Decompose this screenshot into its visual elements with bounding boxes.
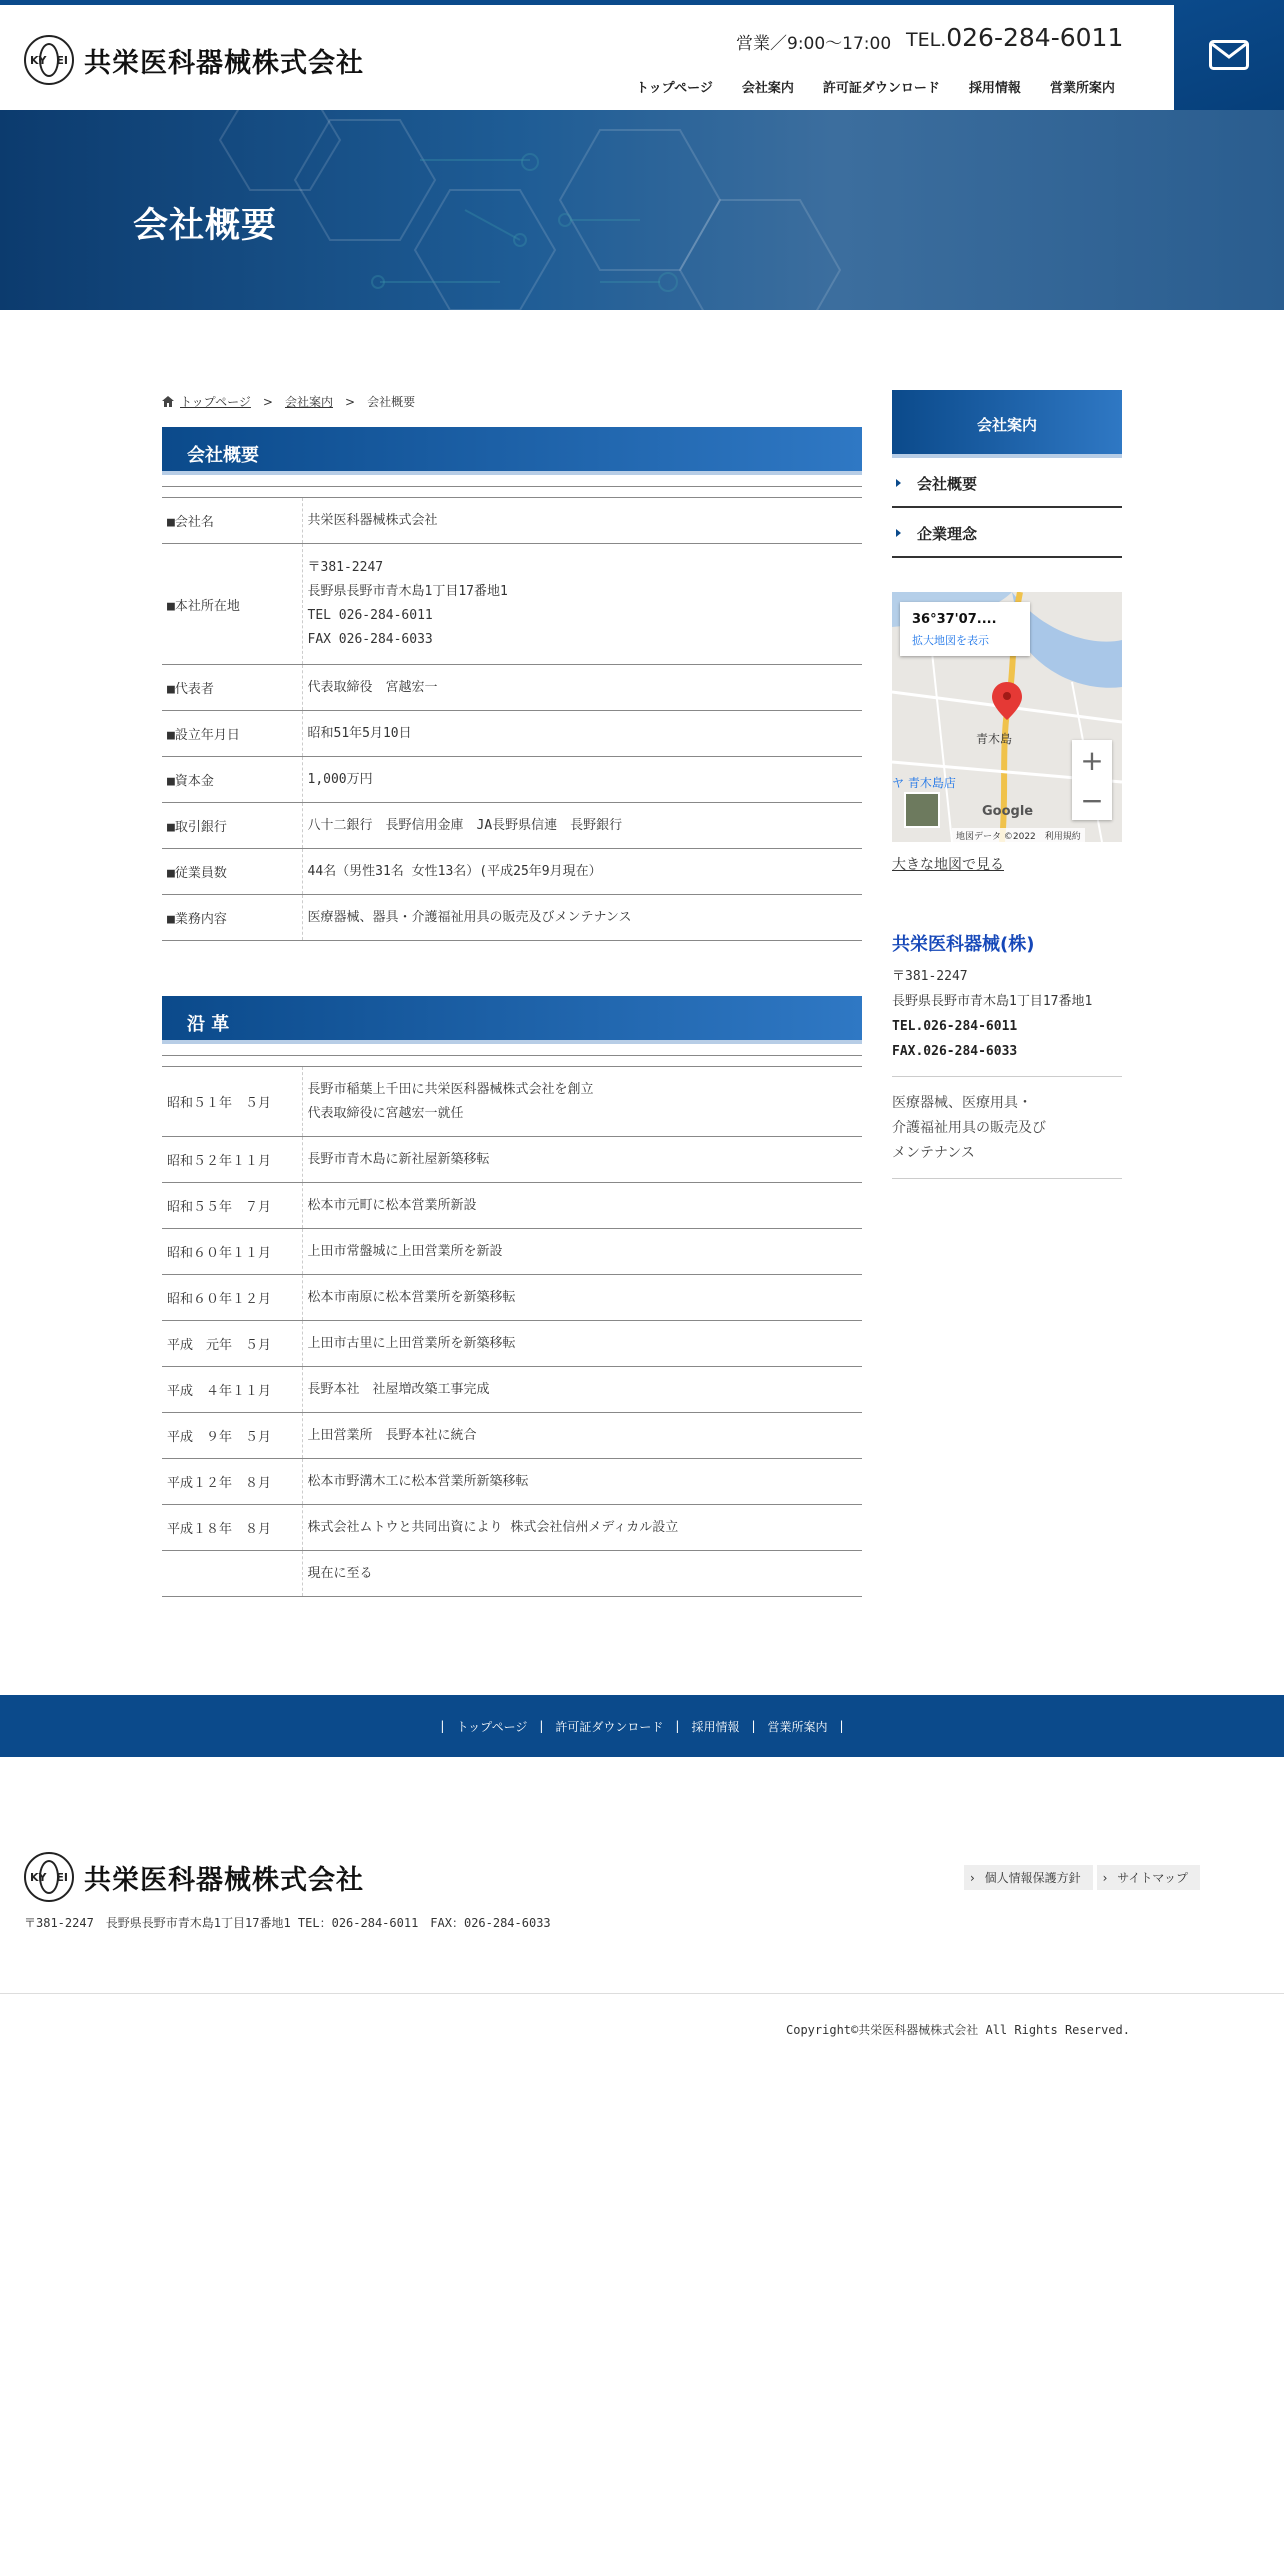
copyright: Copyright©共栄医科器械株式会社 All Rights Reserved. (786, 2023, 1130, 2037)
google-map[interactable] (892, 592, 1122, 842)
zoom-out-button[interactable]: − (1080, 783, 1104, 817)
history-row (162, 1321, 862, 1367)
overview-row (162, 757, 862, 803)
page-hero (0, 110, 1284, 310)
sidebar-tel[interactable]: TEL.026-284-6011 (892, 1019, 1018, 1034)
breadcrumb-home[interactable]: トップページ (180, 395, 251, 409)
global-nav (636, 77, 1115, 96)
breadcrumb-current: 会社概要 (367, 395, 416, 409)
overview-label: ■従業員数 (162, 849, 302, 895)
history-row (162, 1551, 862, 1597)
logo-mark-icon: KY EI (24, 1852, 74, 1902)
page-title: 会社概要 (133, 206, 278, 246)
sidebar-heading: 会社案内 (892, 390, 1122, 458)
history-label: 平成 ４年１１月 (162, 1367, 302, 1413)
sidebar-business-desc: 医療器械、医療用具・ 介護福祉用具の販売及び メンテナンス (892, 1095, 1046, 1161)
history-row (162, 1275, 862, 1321)
sidebar-item-overview[interactable]: 会社概要 (892, 460, 1122, 508)
nav-license-download[interactable]: 許可証ダウンロード (822, 81, 940, 96)
breadcrumb: トップページ > 会社案内 > 会社概要 (162, 393, 415, 410)
sitemap-link[interactable]: › サイトマップ (1097, 1865, 1200, 1890)
nav-recruit[interactable]: 採用情報 (968, 81, 1021, 96)
nav-company[interactable]: 会社案内 (741, 81, 794, 96)
overview-label: ■代表者 (162, 665, 302, 711)
overview-label: ■資本金 (162, 757, 302, 803)
map-attribution[interactable]: 地図データ ©2022 利用規約 (952, 828, 1085, 842)
arrow-right-icon (896, 529, 901, 537)
overview-row (162, 498, 862, 544)
history-label: 昭和５２年１１月 (162, 1137, 302, 1183)
footer-nav-top[interactable]: トップページ (456, 1719, 528, 1734)
overview-value: 共栄医科器械株式会社 (302, 498, 862, 544)
overview-row (162, 895, 862, 941)
overview-value: 44名（男性31名 女性13名）(平成25年9月現在） (302, 849, 862, 895)
history-value: 株式会社ムトウと共同出資により 株式会社信州メディカル設立 (302, 1505, 862, 1551)
overview-value: 代表取締役 宮越宏一 (302, 665, 862, 711)
overview-row (162, 803, 862, 849)
history-label: 平成１２年 ８月 (162, 1459, 302, 1505)
map-info-box: 36°37'07.... 拡大地図を表示 (900, 602, 1030, 656)
overview-value: 1,000万円 (302, 757, 862, 803)
divider (892, 1076, 1122, 1077)
sidebar-company-name: 共栄医科器械(株) (892, 934, 1035, 955)
history-table (162, 1055, 862, 1597)
footer-nav-license[interactable]: 許可証ダウンロード (555, 1719, 664, 1734)
nav-offices[interactable]: 営業所案内 (1049, 81, 1115, 96)
history-value: 長野本社 社屋増改築工事完成 (302, 1367, 862, 1413)
history-value: 長野市稲葉上千田に共栄医科器械株式会社を創立 代表取締役に宮越宏一就任 (302, 1067, 862, 1137)
overview-value: 昭和51年5月10日 (302, 711, 862, 757)
history-label: 平成 元年 ５月 (162, 1321, 302, 1367)
overview-value: 〒381-2247 長野県長野市青木島1丁目17番地1 TEL 026-284-6011 FAX 026-284-6033 (302, 544, 862, 665)
footer-address: 〒381-2247 長野県長野市青木島1丁目17番地1 TEL：026-284-6011 FAX：026-284-6033 (24, 1916, 551, 1930)
history-row (162, 1413, 862, 1459)
history-row (162, 1459, 862, 1505)
overview-value: 医療器械、器具・介護福祉用具の販売及びメンテナンス (302, 895, 862, 941)
history-value: 上田市古里に上田営業所を新築移転 (302, 1321, 862, 1367)
history-heading: 沿 革 (162, 996, 862, 1044)
site-header (0, 5, 1284, 110)
history-value: 松本市元町に松本営業所新設 (302, 1183, 862, 1229)
divider (892, 1178, 1122, 1179)
history-row (162, 1505, 862, 1551)
privacy-policy-link[interactable]: › 個人情報保護方針 (964, 1865, 1093, 1890)
sidebar-address: 長野県長野市青木島1丁目17番地1 (892, 994, 1093, 1009)
sidebar-fax: FAX.026-284-6033 (892, 1044, 1018, 1059)
history-row (162, 1229, 862, 1275)
map-zoom-control (1072, 740, 1112, 820)
satellite-toggle[interactable] (904, 792, 940, 828)
footer-links (964, 1865, 1200, 1890)
overview-row (162, 849, 862, 895)
history-label: 昭和５５年 ７月 (162, 1183, 302, 1229)
site-logo[interactable] (24, 35, 364, 85)
history-row (162, 1183, 862, 1229)
history-label: 平成 ９年 ５月 (162, 1413, 302, 1459)
contact-mail-button[interactable] (1174, 0, 1284, 110)
overview-table (162, 486, 862, 941)
history-label: 平成１８年 ８月 (162, 1505, 302, 1551)
history-value: 松本市野溝木工に松本営業所新築移転 (302, 1459, 862, 1505)
sidebar-item-philosophy[interactable]: 企業理念 (892, 510, 1122, 558)
business-hours: 営業／9:00〜17:00 (736, 34, 892, 54)
history-value: 上田営業所 長野本社に統合 (302, 1413, 862, 1459)
sidebar-company-info (892, 930, 1122, 1193)
history-label: 昭和６０年１２月 (162, 1275, 302, 1321)
google-logo: Google (982, 804, 1034, 819)
envelope-icon (1209, 40, 1249, 70)
overview-row (162, 711, 862, 757)
history-label (162, 1551, 302, 1597)
map-store-label: ヤ 青木島店 (892, 776, 956, 790)
nav-top[interactable]: トップページ (636, 81, 713, 96)
breadcrumb-company[interactable]: 会社案内 (284, 395, 333, 409)
history-value: 上田市常盤城に上田営業所を新設 (302, 1229, 862, 1275)
overview-label: ■本社所在地 (162, 544, 302, 665)
history-label: 昭和６０年１１月 (162, 1229, 302, 1275)
enlarge-map-link[interactable]: 拡大地図を表示 (912, 634, 989, 647)
history-value: 現在に至る (302, 1551, 862, 1597)
zoom-in-button[interactable]: + (1080, 743, 1104, 777)
footer-company-name: 共栄医科器械株式会社 (84, 1864, 364, 1896)
overview-row (162, 665, 862, 711)
overview-label: ■会社名 (162, 498, 302, 544)
footer-logo[interactable] (24, 1852, 364, 1902)
history-row (162, 1367, 862, 1413)
overview-value: 八十二銀行 長野信用金庫 JA長野県信連 長野銀行 (302, 803, 862, 849)
sidebar-zip: 〒381-2247 (892, 969, 968, 984)
home-icon (162, 396, 174, 407)
history-label: 昭和５１年 ５月 (162, 1067, 302, 1137)
overview-label: ■取引銀行 (162, 803, 302, 849)
overview-label: ■設立年月日 (162, 711, 302, 757)
overview-heading: 会社概要 (162, 427, 862, 475)
footer-divider (0, 1993, 1284, 1994)
footer-nav-offices[interactable]: 営業所案内 (767, 1719, 828, 1734)
footer-nav: | トップページ | 許可証ダウンロード | 採用情報 | 営業所案内 | (0, 1695, 1284, 1757)
logo-mark-icon: KY EI (24, 35, 74, 85)
overview-label: ■業務内容 (162, 895, 302, 941)
history-value: 長野市青木島に新社屋新築移転 (302, 1137, 862, 1183)
history-row (162, 1137, 862, 1183)
history-row (162, 1067, 862, 1137)
company-name: 共栄医科器械株式会社 (84, 47, 364, 79)
arrow-right-icon (896, 479, 901, 487)
large-map-link[interactable]: 大きな地図で見る (892, 857, 1004, 873)
overview-row (162, 544, 862, 665)
history-value: 松本市南原に松本営業所を新築移転 (302, 1275, 862, 1321)
map-place-label: 青木島 (976, 732, 1013, 746)
footer-nav-recruit[interactable]: 採用情報 (691, 1719, 740, 1734)
phone-number[interactable]: TEL.026-284-6011 (906, 23, 1124, 52)
